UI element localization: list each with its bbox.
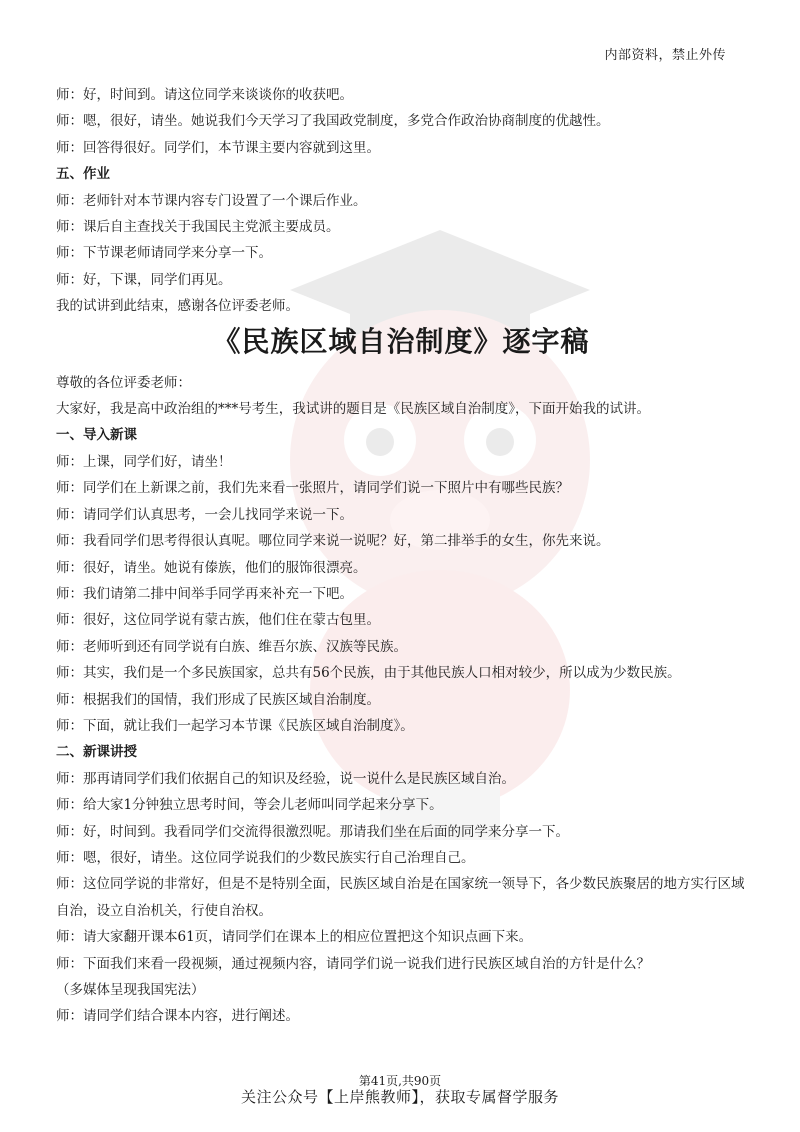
dialogue-line: 师：老师听到还有同学说有白族、维吾尔族、汉族等民族。 (56, 638, 407, 655)
dialogue-line: 师：下面，就让我们一起学习本节课《民族区域自治制度》。 (56, 717, 414, 734)
dialogue-line: 师：那再请同学们我们依据自己的知识及经验，说一说什么是民族区域自治。 (56, 770, 515, 787)
dialogue-line: 师：嗯，很好，请坐。这位同学说我们的少数民族实行自己治理自己。 (56, 849, 475, 866)
dialogue-line: 师：好，时间到。我看同学们交流得很激烈呢。那请我们坐在后面的同学来分享一下。 (56, 823, 569, 840)
dialogue-line: 师：我看同学们思考得很认真呢。哪位同学来说一说呢？好，第二排举手的女生，你先来说。 (56, 533, 610, 550)
section-heading-new-lesson: 二、新课讲授 (56, 744, 137, 761)
section-heading-homework: 五、作业 (56, 166, 110, 183)
opening-line: 大家好，我是高中政治组的***号考生，我试讲的题目是《民族区域自治制度》，下面开始我的试讲。 (56, 401, 650, 418)
dialogue-line: 师：给大家1分钟独立思考时间，等会儿老师叫同学起来分享下。 (56, 797, 443, 814)
document-title: 《民族区域自治制度》逐字稿 (212, 324, 590, 358)
document-body (56, 82, 746, 1030)
dialogue-line: 师：下面我们来看一段视频，通过视频内容，请同学们说一说我们进行民族区域自治的方针是什么？ (56, 955, 650, 972)
dialogue-line: 师：下节课老师请同学来分享一下。 (56, 245, 272, 262)
greeting-line: 尊敬的各位评委老师： (56, 374, 191, 391)
dialogue-line: 师：很好，这位同学说有蒙古族，他们住在蒙古包里。 (56, 612, 380, 629)
dialogue-line: 师：嗯，很好，请坐。她说我们今天学习了我国政党制度，多党合作政治协商制度的优越性。 (56, 113, 610, 130)
dialogue-line: 师：好，时间到。请这位同学来谈谈你的收获吧。 (56, 87, 353, 103)
footer-promo: 关注公众号【上岸熊教师】，获取专属督学服务 (240, 1088, 559, 1106)
dialogue-line: 师：根据我们的国情，我们形成了民族区域自治制度。 (56, 691, 380, 708)
dialogue-line: 师：好，下课，同学们再见。 (56, 271, 232, 288)
dialogue-line: 师：请大家翻开课本61页，请同学们在课本上的相应位置把这个知识点画下来。 (56, 929, 533, 946)
confidential-note: 内部资料，禁止外传 (604, 48, 726, 63)
closing-line: 我的试讲到此结束，感谢各位评委老师。 (56, 298, 299, 315)
dialogue-line: 师：请同学们认真思考，一会儿找同学来说一下。 (56, 506, 353, 523)
dialogue-line: 师：请同学们结合课本内容，进行阐述。 (56, 1008, 299, 1025)
dialogue-line: 师：其实，我们是一个多民族国家，总共有56个民族，由于其他民族人口相对较少，所以成为少数民族。 (56, 665, 681, 682)
dialogue-line: 师：课后自主查找关于我国民主党派主要成员。 (56, 219, 340, 236)
dialogue-line: 师：上课，同学们好，请坐！ (56, 453, 232, 470)
dialogue-line: 师：很好，请坐。她说有傣族，他们的服饰很漂亮。 (56, 559, 367, 576)
page-number: 第41页,共90页 (358, 1074, 442, 1088)
dialogue-line: 师：我们请第二排中间举手同学再来补充一下吧。 (56, 585, 353, 602)
dialogue-paragraph: 师：这位同学说的非常好，但是不是特别全面，民族区域自治是在国家统一领导下，各少数民族聚居的地方实行区域自治，设立自治机关，行使自治权。 (56, 876, 745, 919)
stage-direction: （多媒体呈现我国宪法） (56, 982, 205, 998)
dialogue-line: 师：老师针对本节课内容专门设置了一个课后作业。 (56, 192, 367, 209)
section-heading-introduction: 一、导入新课 (56, 427, 137, 444)
dialogue-line: 师：回答得很好。同学们，本节课主要内容就到这里。 (56, 139, 380, 156)
dialogue-line: 师：同学们在上新课之前，我们先来看一张照片，请同学们说一下照片中有哪些民族？ (56, 480, 569, 497)
